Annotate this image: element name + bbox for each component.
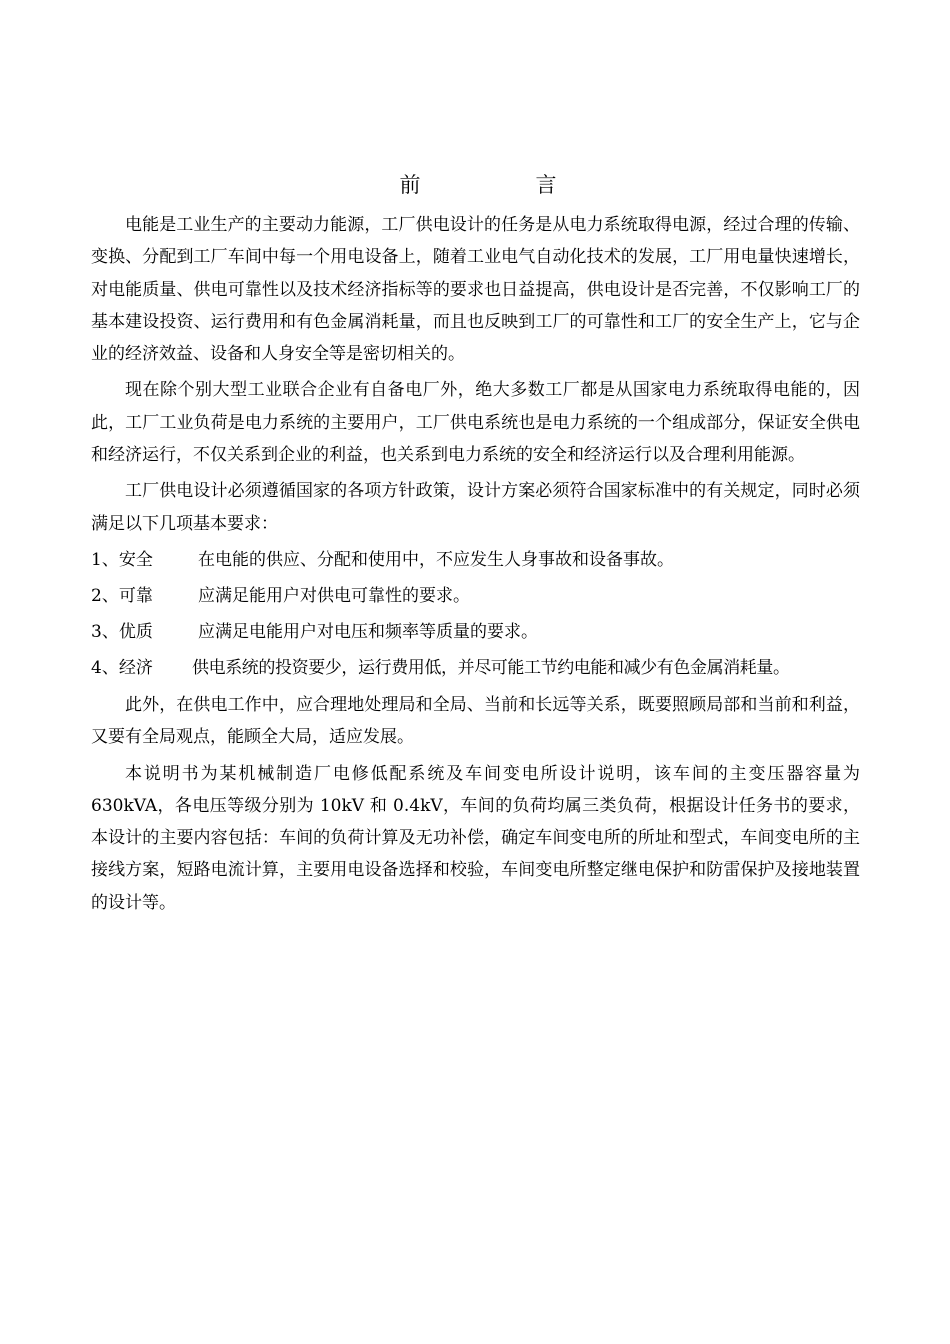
- requirement-label: 1、安全: [91, 549, 153, 570]
- requirement-item-economy: [91, 650, 860, 686]
- title-char-left: 前: [399, 173, 421, 197]
- paragraph-grid: 现在除个别大型工业联合企业有自备电厂外，绝大多数工厂都是从国家电力系统取得电能的，因此，工厂工业负荷是电力系统的主要用户，工厂供电系统也是电力系统的一个组成部分，保证安全供电和经济运行，不仅关系到企业的利益，也关系到电力系统的安全和经济运行以及合理利用能源。: [91, 380, 860, 466]
- requirement-desc: 在电能的供应、分配和使用中，不应发生人身事故和设备事故。: [198, 549, 674, 570]
- requirement-item-safety: [91, 542, 860, 578]
- requirements-list: [91, 542, 860, 686]
- paragraph-scope: 本说明书为某机械制造厂电修低配系统及车间变电所设计说明，该车间的主变压器容量为 630kVA，各电压等级分别为 10kV 和 0.4kV，车间的负荷均属三类负荷，根据设计任务书的要求，本设计的主要内容包括：车间的负荷计算及无功补偿，确定车间变电所的所址和型式，车间变电所的主接线方案，短路电流计算，主要用电设备选择和校验，车间变电所整定继电保护和防雷保护及接地装置的设计等。: [91, 763, 860, 913]
- document-page: [91, 170, 860, 919]
- page-title: [96, 170, 860, 200]
- paragraph-requirements-lead: 工厂供电设计必须遵循国家的各项方针政策，设计方案必须符合国家标准中的有关规定，同时必须满足以下几项基本要求：: [91, 481, 860, 534]
- requirement-desc: 应满足电能用户对电压和频率等质量的要求。: [198, 621, 538, 642]
- requirement-label: 2、可靠: [91, 585, 153, 606]
- title-char-right: 言: [535, 173, 557, 197]
- paragraph-balance: 此外，在供电工作中，应合理地处理局和全局、当前和长远等关系，既要照顾局部和当前和利益，又要有全局观点，能顾全大局，适应发展。: [91, 694, 860, 748]
- requirement-desc: 应满足能用户对供电可靠性的要求。: [198, 585, 470, 606]
- requirement-label: 3、优质: [91, 621, 153, 642]
- requirement-desc: 供电系统的投资要少，运行费用低，并尽可能工节约电能和减少有色金属消耗量。: [192, 657, 790, 678]
- paragraph-intro: 电能是工业生产的主要动力能源，工厂供电设计的任务是从电力系统取得电源，经过合理的传输、变换、分配到工厂车间中每一个用电设备上，随着工业电气自动化技术的发展，工厂用电量快速增长，对电能质量、供电可靠性以及技术经济指标等的要求也日益提高，供电设计是否完善，不仅影响工厂的基本建设投资、运行费用和有色金属消耗量，而且也反映到工厂的可靠性和工厂的安全生产上，它与企业的经济效益、设备和人身安全等是密切相关的。: [91, 215, 860, 365]
- requirement-item-quality: [91, 614, 860, 650]
- requirement-label: 4、经济: [91, 657, 153, 678]
- requirement-item-reliability: [91, 578, 860, 614]
